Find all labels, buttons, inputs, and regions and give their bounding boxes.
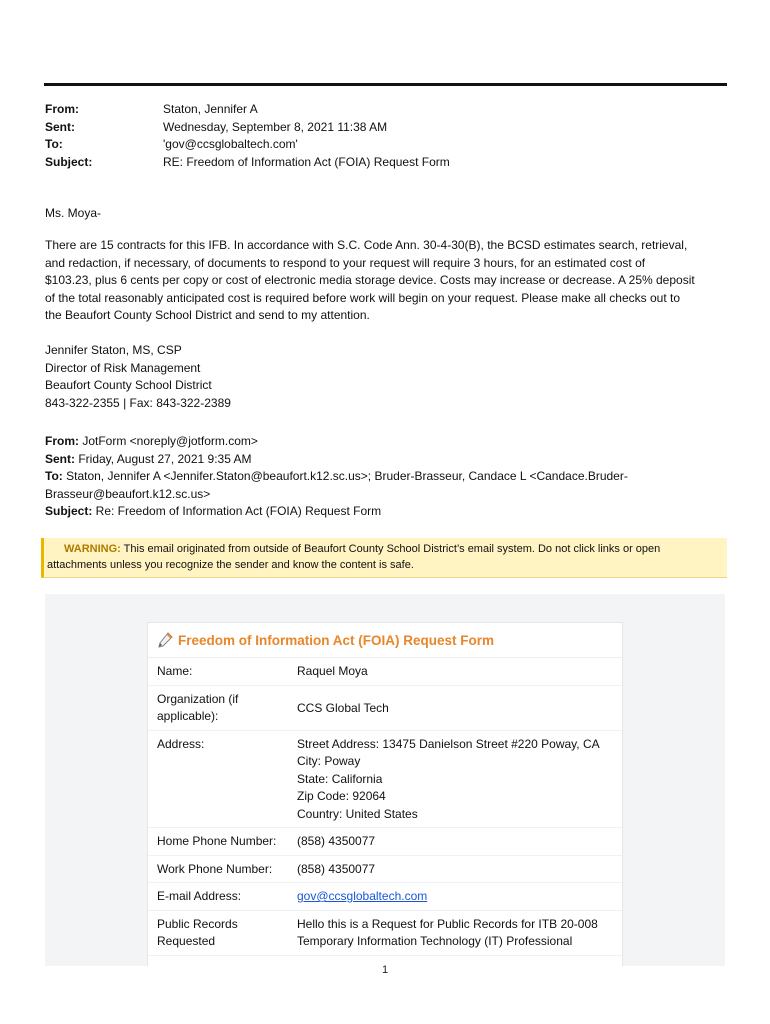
address-value xyxy=(297,736,617,824)
address-line: Country: United States xyxy=(297,806,418,821)
subject-label: Subject: xyxy=(45,154,93,169)
signature-phones: 843-322-2355 | Fax: 843-322-2389 xyxy=(45,395,231,410)
email-link[interactable]: gov@ccsglobaltech.com xyxy=(297,889,428,903)
fwd-subject-label: Subject: xyxy=(45,504,93,518)
header-subject-row xyxy=(45,154,725,172)
sent-label: Sent: xyxy=(45,119,75,134)
fwd-subject-value: Re: Freedom of Information Act (FOIA) Request Form xyxy=(92,504,382,518)
forwarded-to-row-cont: Brasseur@beaufort.k12.sc.us> xyxy=(45,486,211,501)
email-header xyxy=(45,101,725,171)
signature-block xyxy=(45,342,727,412)
work-phone-value: (858) 4350077 xyxy=(297,861,376,876)
forwarded-to-row xyxy=(45,468,727,486)
forwarded-header xyxy=(45,433,727,521)
header-to-row xyxy=(45,136,725,154)
organization-value: CCS Global Tech xyxy=(297,700,389,715)
form-row-email xyxy=(148,883,622,911)
name-label: Name: xyxy=(157,664,193,678)
address-label: Address: xyxy=(157,736,205,751)
header-from-row xyxy=(45,101,725,119)
fwd-from-value: JotForm <noreply@jotform.com> xyxy=(79,434,258,448)
form-container xyxy=(45,594,725,966)
email-label: E-mail Address: xyxy=(157,889,242,903)
pencil-icon xyxy=(157,632,173,648)
signature-org: Beaufort County School District xyxy=(45,378,212,392)
form-row-organization xyxy=(148,686,622,731)
form-title-bar xyxy=(148,623,622,658)
email-value xyxy=(297,888,617,906)
form-row-public-records xyxy=(148,911,622,956)
to-value: 'gov@ccsglobaltech.com' xyxy=(163,137,298,151)
paragraph-line: the Beaufort County School District and send to my attention. xyxy=(45,308,370,322)
paragraph-line: and redaction, if necessary, of documents to respond to your request will require 3 hours, for an estimated cost of xyxy=(45,255,646,270)
form-title: Freedom of Information Act (FOIA) Request Form xyxy=(178,632,495,648)
fwd-sent-label: Sent: xyxy=(45,451,75,466)
organization-label: Organization (if applicable): xyxy=(157,691,239,723)
records-value: Hello this is a Request for Public Records for ITB 20-008 Temporary Information Technology (IT) Professional xyxy=(297,916,598,948)
records-label: Public Records Requested xyxy=(157,916,238,948)
sent-value: Wednesday, September 8, 2021 11:38 AM xyxy=(163,119,388,134)
address-line: State: California xyxy=(297,771,383,786)
fwd-from-label: From: xyxy=(45,434,79,448)
warning-text: This email originated from outside of Beaufort County School District’s email system. Do not click links or open attachments unless you recognize the sender and know the content is safe. xyxy=(47,543,661,571)
address-line: Street Address: 13475 Danielson Street #220 Poway, CA xyxy=(297,736,600,751)
paragraph-line: There are 15 contracts for this IFB. In accordance with S.C. Code Ann. 30-4-30(B), the BCSD estimates search, retrieval, xyxy=(45,238,688,252)
header-sent-row xyxy=(45,119,725,137)
page-number: 1 xyxy=(381,964,389,976)
paragraph-line: $103.23, plus 6 cents per copy or cost of electronic media storage device. Costs may increase or decrease. A 25% deposit xyxy=(45,273,695,287)
form-row-address xyxy=(148,731,622,829)
fwd-to-value: Staton, Jennifer A <Jennifer.Staton@beaufort.k12.sc.us>; Bruder-Brasseur, Candace L <Candace.Bruder- xyxy=(62,469,628,483)
signature-title: Director of Risk Management xyxy=(45,360,201,375)
to-label: To: xyxy=(45,137,63,151)
home-phone-value: (858) 4350077 xyxy=(297,834,376,848)
warning-label: WARNING: xyxy=(64,543,121,555)
external-warning-banner xyxy=(41,538,727,578)
forwarded-sent-row xyxy=(45,451,727,469)
address-line: Zip Code: 92064 xyxy=(297,789,386,803)
fwd-sent-value: Friday, August 27, 2021 9:35 AM xyxy=(75,451,252,466)
form-row-work-phone xyxy=(148,856,622,884)
form-row-name xyxy=(148,658,622,686)
fwd-to-label: To: xyxy=(45,469,63,483)
forwarded-subject-row xyxy=(45,503,727,521)
from-value: Staton, Jennifer A xyxy=(163,102,258,116)
from-label: From: xyxy=(45,102,79,116)
message-paragraph xyxy=(45,237,727,325)
address-line: City: Poway xyxy=(297,754,361,768)
paragraph-line: of the total reasonably anticipated cost is required before work will begin on your request. Please make all checks out to xyxy=(45,290,681,305)
form-card xyxy=(147,622,623,966)
name-value: Raquel Moya xyxy=(297,664,368,678)
forwarded-from-row xyxy=(45,433,727,451)
form-row-home-phone xyxy=(148,828,622,856)
subject-value: RE: Freedom of Information Act (FOIA) Request Form xyxy=(163,154,450,169)
header-rule xyxy=(44,83,727,86)
home-phone-label: Home Phone Number: xyxy=(157,834,277,848)
greeting: Ms. Moya- xyxy=(45,206,102,220)
work-phone-label: Work Phone Number: xyxy=(157,861,273,876)
signature-name: Jennifer Staton, MS, CSP xyxy=(45,343,182,357)
